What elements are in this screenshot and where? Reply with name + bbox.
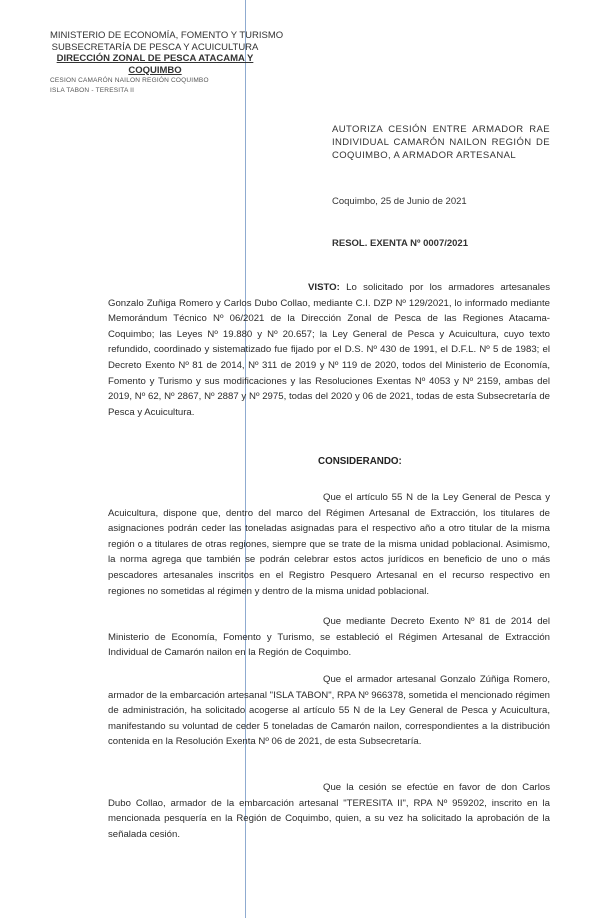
resolution-subject: AUTORIZA CESIÓN ENTRE ARMADOR RAE INDIVIDUAL CAMARÓN NAILON REGIÓN DE COQUIMBO, A ARMADOR ARTESANAL xyxy=(332,124,550,161)
subsecretaria-name: SUBSECRETARÍA DE PESCA Y ACUICULTURA xyxy=(51,41,259,53)
direccion-line-2: COQUIMBO xyxy=(128,64,182,76)
considerando-paragraph-4: Que la cesión se efectúe en favor de don Carlos Dubo Collao, armador de la embarcación artesanal "TERESITA II", RPA Nº 959202, inscrito en la mencionada pesquería en la Región de Coquimbo, quien, a su vez ha solicitado la aprobación de la señalada cesión. xyxy=(108,782,550,840)
document-date: Coquimbo, 25 de Junio de 2021 xyxy=(332,196,467,207)
considerando-paragraph-3: Que el armador artesanal Gonzalo Zúñiga Romero, armador de la embarcación artesanal "ISLA TABON", RPA Nº 966378, sometida el mencionado régimen de administración, ha solicitado acogerse al artículo 55 N de la Ley General de Pesca y Acuicultura, manifestando su voluntad de ceder 5 toneladas de Camarón nailon, correspondientes a la distribución contenida en la Resolución Exenta Nº 06 de 2021, de esta Subsecretaría. xyxy=(108,674,550,748)
considerando-paragraph-1: Que el artículo 55 N de la Ley General de Pesca y Acuicultura, dispone que, dentro del marco del Régimen Artesanal de Extracción, los titulares de asignaciones podrán ceder las toneladas asignadas para el respectivo año a otro titular de la misma región o a titulares de otras regiones, siempre que se trate de la misma unidad poblacional. Asimismo, la norma agrega que también se podrán celebrar estos actos jurídicos en beneficio de uno o más pescadores artesanales inscritos en el Registro Pesquero Artesanal en el recurso respectivo en regiones no sometidas al régimen y dentro de la misma unidad poblacional. xyxy=(108,492,550,597)
resolution-number xyxy=(332,238,468,249)
resolution-number-text: RESOL. EXENTA Nº 0007/2021 xyxy=(332,238,468,249)
considerando-paragraph-2: Que mediante Decreto Exento Nº 81 de 2014 del Ministerio de Economía, Fomento y Turismo, se estableció el Régimen Artesanal de Extracción Individual de Camarón nailon en la Región de Coquimbo. xyxy=(108,616,550,659)
ministry-name: MINISTERIO DE ECONOMÍA, FOMENTO Y TURISMO xyxy=(50,30,284,41)
considerando-heading: CONSIDERANDO: xyxy=(318,456,402,467)
reference-code-2: ISLA TABON - TERESITA II xyxy=(50,87,135,94)
letterhead xyxy=(50,30,284,96)
reference-code-1: CESION CAMARÓN NAILON REGIÓN COQUIMBO xyxy=(50,77,209,84)
direccion-line-1: DIRECCIÓN ZONAL DE PESCA ATACAMA Y xyxy=(56,53,254,64)
visto-label: VISTO: xyxy=(308,282,340,293)
visto-paragraph xyxy=(108,280,550,420)
visto-text: Lo solicitado por los armadores artesanales Gonzalo Zuñiga Romero y Carlos Dubo Collao, mediante C.I. DZP Nº 129/2021, lo informado mediante Memorándum Técnico Nº 06/2021 de la Dirección Zonal de Pesca de las Regiones Atacama-Coquimbo; las Leyes Nº 19.880 y Nº 20.657; la Ley General de Pesca y Acuicultura, cuyo texto refundido, coordinado y sistematizado fue fijado por el D.S. Nº 430 de 1991, el D.F.L. Nº 5 de 1983; el Decreto Exento Nº 81 de 2014, Nº 311 de 2019 y Nº 119 de 2020, todos del Ministerio de Economía, Fomento y Turismo y sus modificaciones y las Resoluciones Exentas Nº 4053 y Nº 2159, ambas del 2019, Nº 62, Nº 2867, Nº 2887 y Nº 2975, todas del 2020 y 06 de 2021, todas de esta Subsecretaría de Pesca y Acuicultura. xyxy=(108,282,550,418)
